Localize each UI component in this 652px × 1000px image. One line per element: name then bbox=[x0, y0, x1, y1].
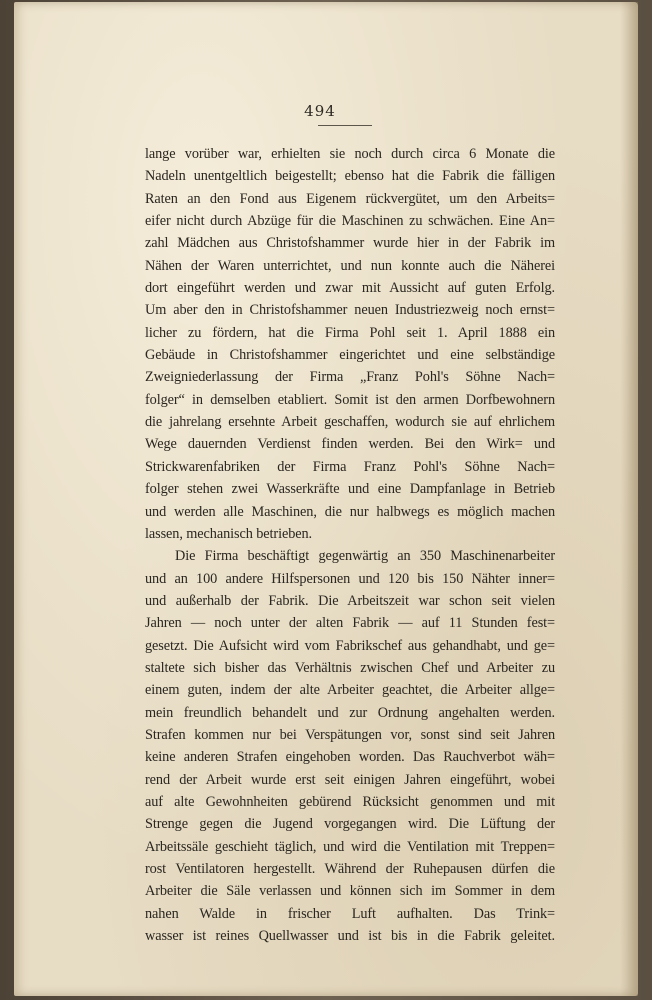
paragraph bbox=[145, 545, 555, 947]
text-line: Wege dauernden Verdienst finden werden. Bei den Wirk= und bbox=[145, 436, 555, 453]
text-line: rost Ventilatoren hergestellt. Während der Ruhepausen dürfen die bbox=[145, 861, 555, 877]
text-line: Um aber den in Christofshammer neuen Industriezweig noch ernst= bbox=[145, 302, 555, 319]
text-line: eifer nicht durch Abzüge für die Maschinen zu schwächen. Eine An= bbox=[145, 213, 555, 230]
paragraph bbox=[145, 143, 555, 545]
text-line: dort eingeführt werden und zwar mit Aussicht auf guten Erfolg. bbox=[145, 280, 555, 297]
page-edge-shadow bbox=[620, 2, 638, 996]
text-line: lange vorüber war, erhielten sie noch durch circa 6 Monate die bbox=[145, 146, 555, 162]
text-line: die jahrelang ersehnte Arbeit geschaffen, wodurch sie auf ehrlichem bbox=[145, 414, 555, 431]
text-line: Strafen kommen nur bei Verspätungen vor, sonst sind seit Jahren bbox=[145, 726, 555, 743]
text-line: Strenge gegen die Jugend vorgegangen wird. Die Lüftung der bbox=[145, 816, 555, 833]
page-number-underline bbox=[318, 125, 372, 126]
text-line: nahen Walde in frischer Luft aufhalten. Das Trink= bbox=[145, 905, 555, 922]
text-line: Arbeiter die Säle verlassen und können sich im Sommer in dem bbox=[145, 883, 555, 900]
text-line: folger“ in demselben etabliert. Somit ist den armen Dorfbewohnern bbox=[145, 391, 555, 408]
text-line: und werden alle Maschinen, die nur halbwegs es möglich machen bbox=[145, 503, 555, 520]
text-line: auf alte Gewohnheiten gebürend Rücksicht genommen und mit bbox=[145, 793, 555, 810]
text-line: mein freundlich behandelt und zur Ordnung angehalten werden. bbox=[145, 704, 555, 721]
text-line: keine anderen Strafen eingehoben worden. Das Rauchverbot wäh= bbox=[145, 749, 555, 766]
text-line: Strickwarenfabriken der Firma Franz Pohl's Söhne Nach= bbox=[145, 458, 555, 475]
text-line: und außerhalb der Fabrik. Die Arbeitszeit war schon seit vielen bbox=[145, 592, 555, 609]
text-line: Zweigniederlassung der Firma „Franz Pohl's Söhne Nach= bbox=[145, 369, 555, 386]
text-line: wasser ist reines Quellwasser und ist bis in die Fabrik geleitet. bbox=[145, 928, 555, 945]
text-line: Gebäude in Christofshammer eingerichtet und eine selbständige bbox=[145, 347, 555, 364]
page-number: 494 bbox=[304, 102, 336, 120]
text-line: Nähen der Waren unterrichtet, und nun konnte auch die Näherei bbox=[145, 257, 555, 274]
text-line: Die Firma beschäftigt gegenwärtig an 350 Maschinenarbeiter bbox=[175, 548, 555, 565]
text-line: Nadeln unentgeltlich beigestellt; ebenso hat die Fabrik die fälligen bbox=[145, 168, 555, 185]
text-line: rend der Arbeit wurde erst seit einigen Jahren eingeführt, wobei bbox=[145, 771, 555, 788]
text-line: Jahren — noch unter der alten Fabrik — auf 11 Stunden fest= bbox=[145, 615, 555, 632]
text-line: staltete sich bisher das Verhältnis zwischen Chef und Arbeiter zu bbox=[145, 659, 555, 676]
text-line: folger stehen zwei Wasserkräfte und eine Dampfanlage in Betrieb bbox=[145, 481, 555, 498]
text-line: gesetzt. Die Aufsicht wird vom Fabrikschef aus gehandhabt, und ge= bbox=[145, 637, 555, 654]
text-line: und an 100 andere Hilfspersonen und 120 bis 150 Nähter inner= bbox=[145, 570, 555, 587]
body-text bbox=[145, 143, 555, 947]
text-line: lassen, mechanisch betrieben. bbox=[145, 525, 313, 542]
text-line: Arbeitssäle geschieht täglich, und wird die Ventilation mit Treppen= bbox=[145, 838, 555, 855]
text-line: licher zu fördern, hat die Firma Pohl seit 1. April 1888 ein bbox=[145, 324, 555, 341]
text-line: zahl Mädchen aus Christofshammer wurde hier in der Fabrik im bbox=[145, 235, 555, 252]
text-line: einem guten, indem der alte Arbeiter geachtet, die Arbeiter allge= bbox=[145, 682, 555, 699]
text-line: Raten an den Fond aus Eigenem rückvergütet, um den Arbeits= bbox=[145, 190, 555, 207]
